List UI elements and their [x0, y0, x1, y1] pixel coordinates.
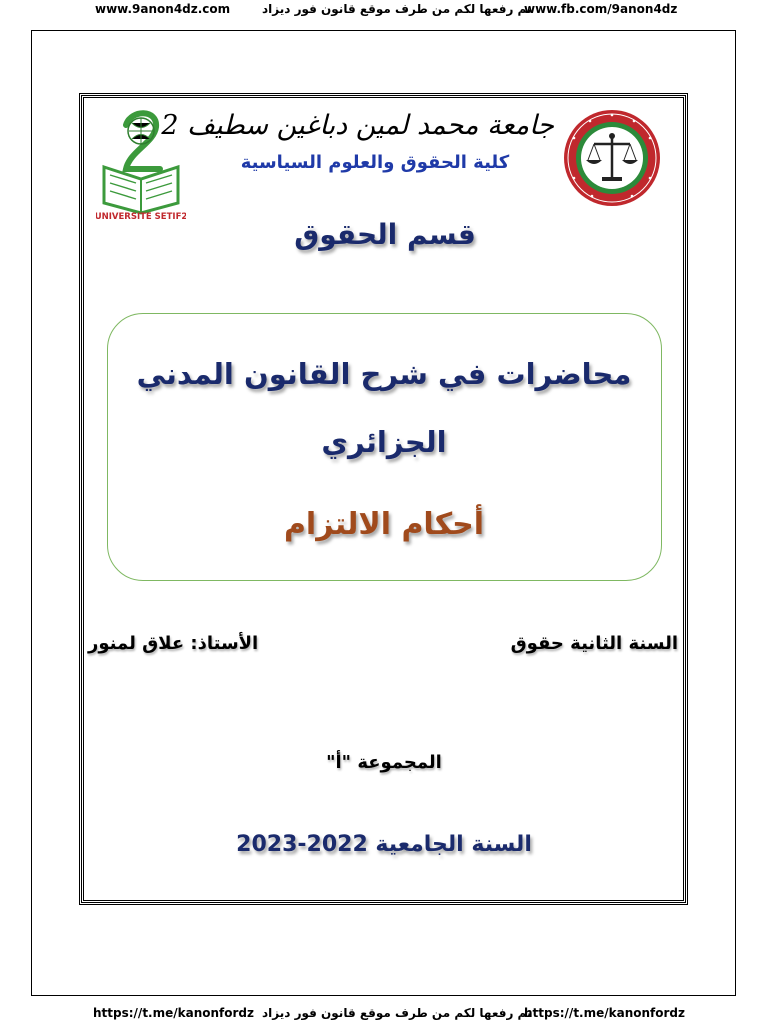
top-watermark-bar — [0, 0, 768, 20]
header-website-link[interactable]: www.9anon4dz.com — [95, 2, 231, 16]
header-facebook-link[interactable]: www.fb.com/9anon4dz — [524, 2, 678, 16]
year-level: السنة الثانية حقوق — [510, 633, 678, 654]
university-logo-caption: UNIVERSITE SETIF2 — [96, 212, 186, 220]
subject-title: أحكام الالتزام — [283, 507, 485, 542]
academic-year: السنة الجامعية 2022-2023 — [236, 832, 532, 857]
bottom-watermark-bar — [0, 1004, 768, 1024]
group-label: المجموعة "أ" — [326, 752, 442, 773]
faculty-name: كلية الحقوق والعلوم السياسية — [240, 152, 510, 173]
footer-telegram-link-left[interactable]: https://t.me/kanonfordz — [93, 1006, 254, 1020]
faculty-scales-seal-icon — [562, 108, 662, 208]
professor-name: الأستاذ: علاق لمنور — [88, 633, 259, 654]
department-title: قسم الحقوق — [294, 218, 476, 251]
lecture-title-line1: محاضرات في شرح القانون المدني — [136, 357, 632, 391]
lecture-title-line2: الجزائري — [321, 425, 447, 459]
faculty-seal — [562, 108, 662, 208]
university-name: جامعة محمد لمين دباغين سطيف 2 — [161, 110, 554, 141]
footer-telegram-link-right[interactable]: https://t.me/kanonfordz — [524, 1006, 685, 1020]
header-upload-notice: تم رفعها لكم من طرف موقع قانون فور ديزاد — [262, 2, 532, 16]
footer-upload-notice: تم رفعها لكم من طرف موقع قانون فور ديزاد — [262, 1006, 532, 1020]
